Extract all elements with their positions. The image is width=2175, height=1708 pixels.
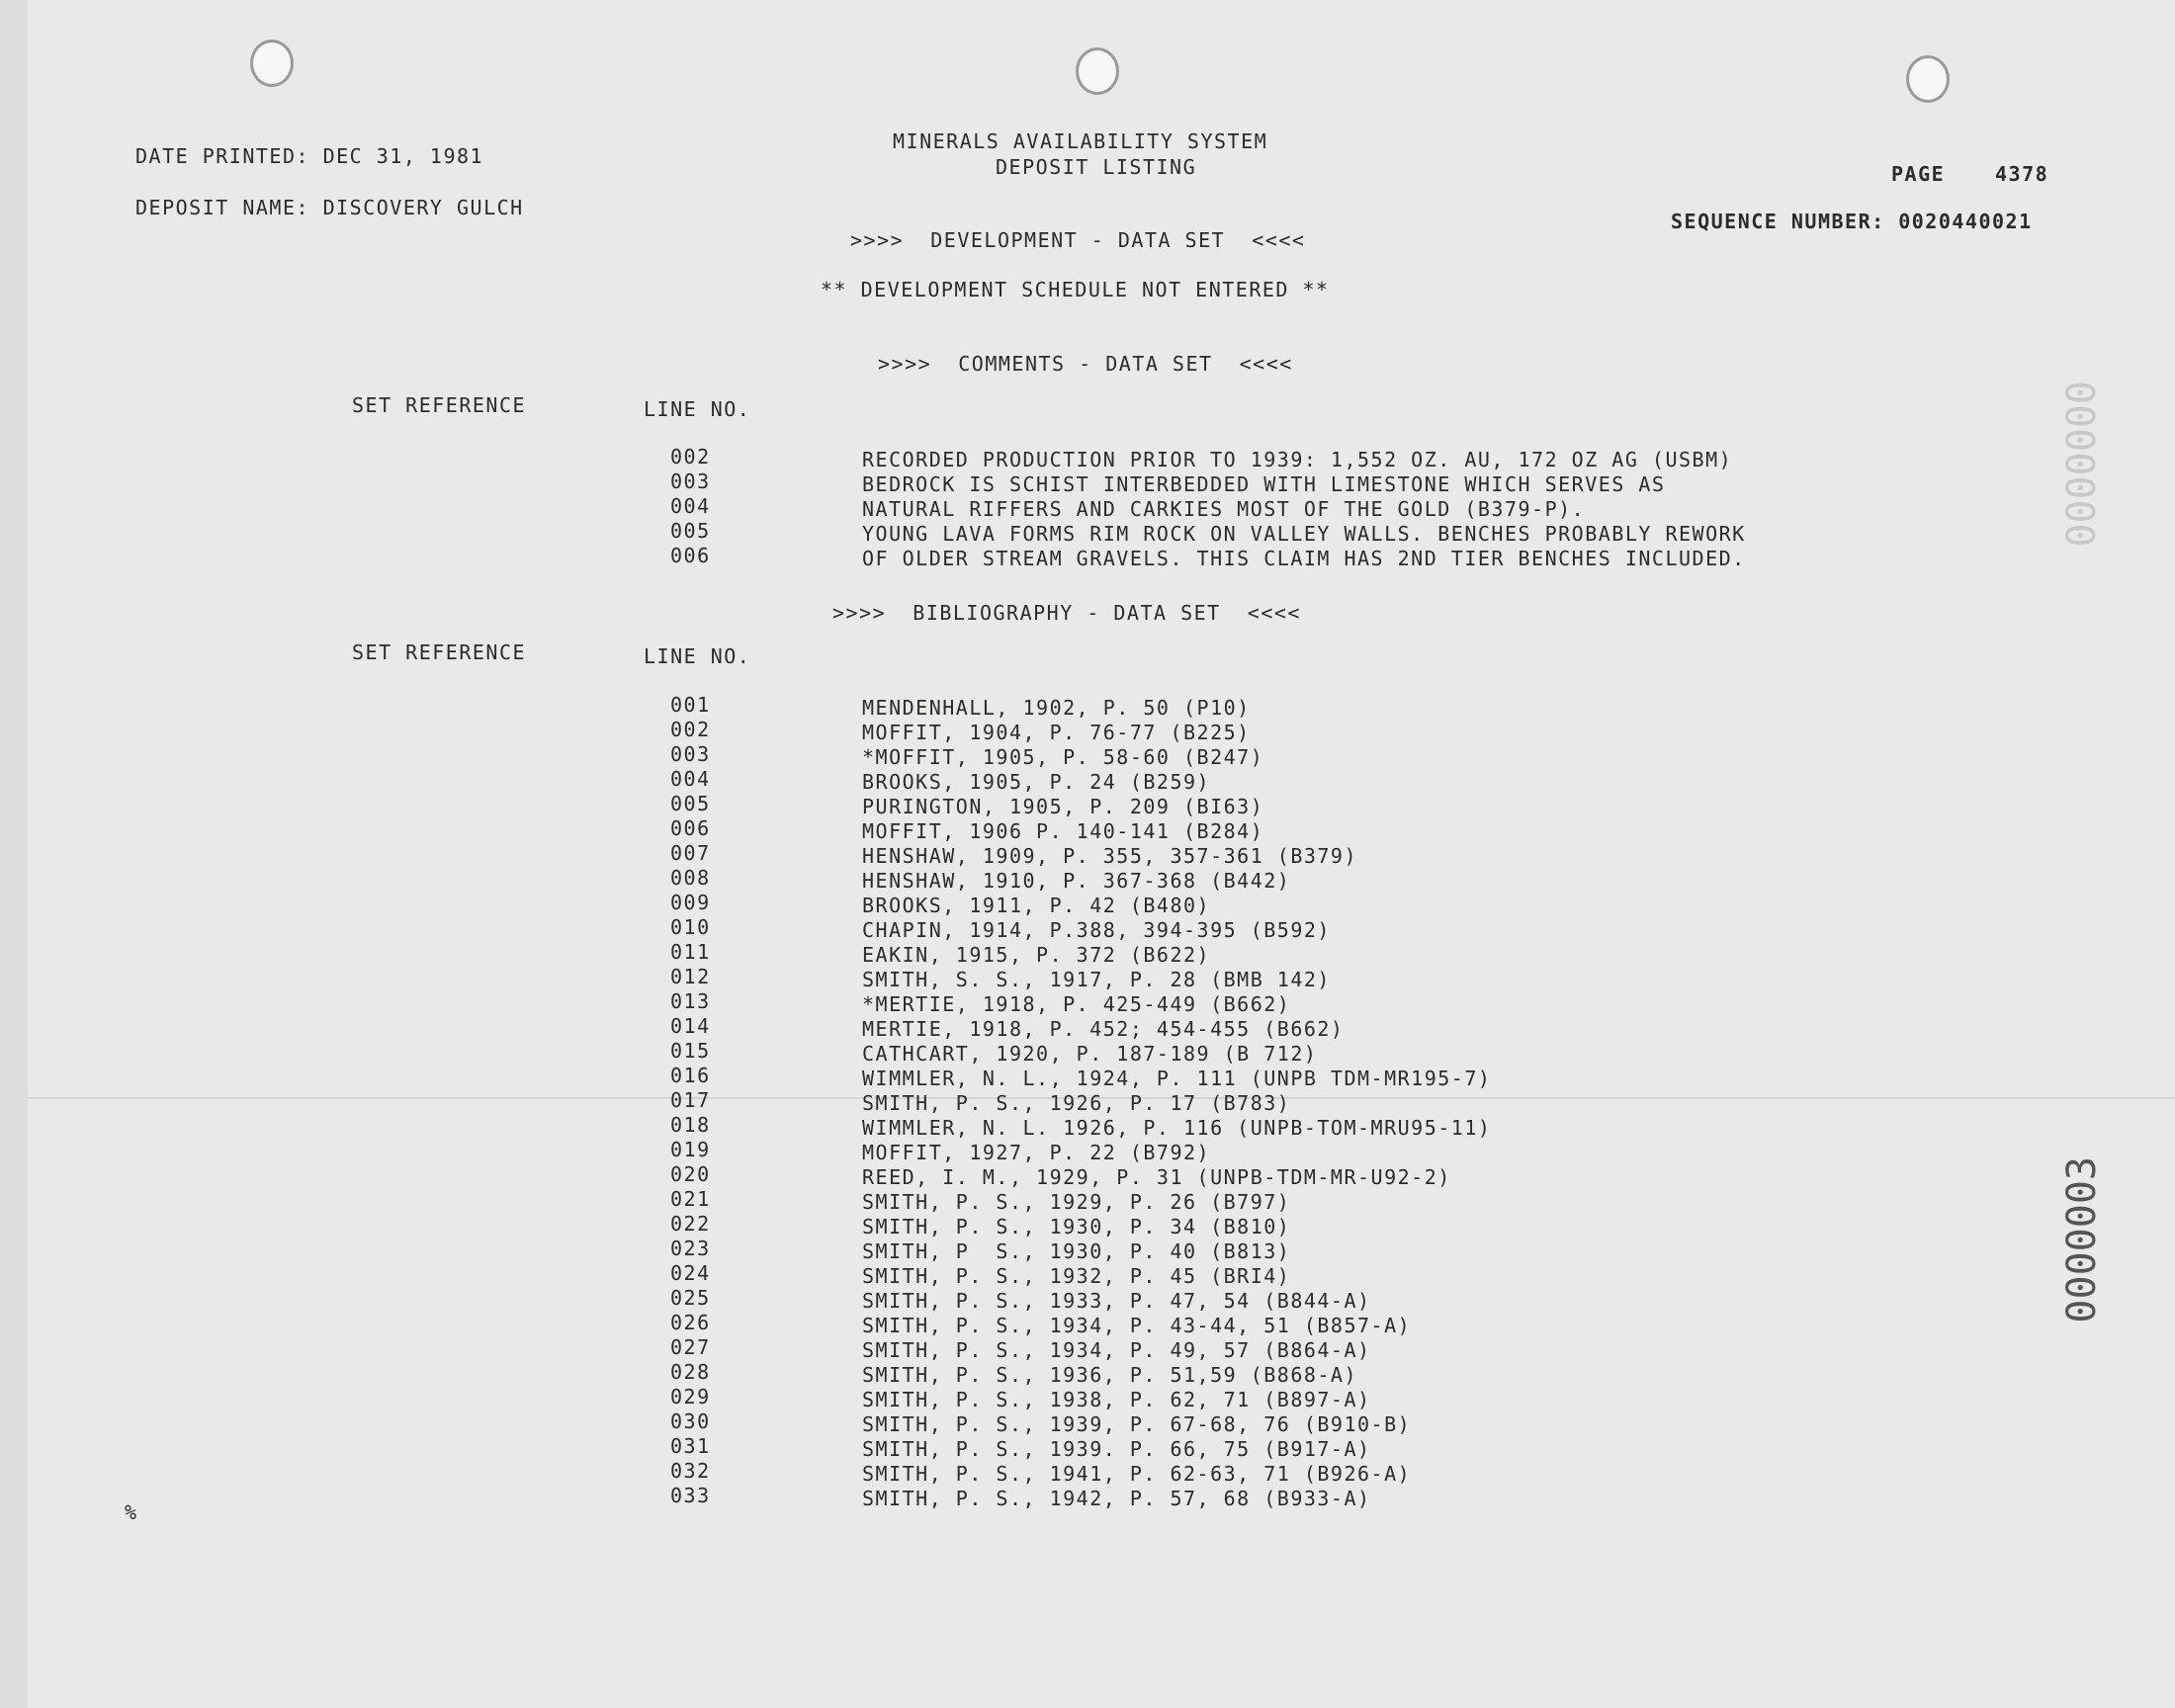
line-text: SMITH, P. S., 1938, P. 62, 71 (B897-A) bbox=[862, 1388, 1371, 1411]
line-text: BROOKS, 1911, P. 42 (B480) bbox=[862, 894, 1211, 917]
page-label: PAGE bbox=[1891, 162, 1946, 186]
line-text: YOUNG LAVA FORMS RIM ROCK ON VALLEY WALLS. BENCHES PROBABLY REWORK bbox=[862, 522, 1746, 546]
punch-hole-left bbox=[250, 40, 294, 87]
line-text: CATHCART, 1920, P. 187-189 (B 712) bbox=[862, 1042, 1318, 1066]
listing-title: DEPOSIT LISTING bbox=[996, 155, 1197, 179]
comments-col-set-reference: SET REFERENCE bbox=[352, 393, 527, 417]
percent-mark: % bbox=[125, 1500, 138, 1524]
line-text: SMITH, P. S., 1934, P. 43-44, 51 (B857-A) bbox=[862, 1314, 1412, 1337]
line-text: MOFFIT, 1927, P. 22 (B792) bbox=[862, 1141, 1211, 1164]
line-number: 028 bbox=[670, 1360, 711, 1384]
line-text: SMITH, P. S., 1942, P. 57, 68 (B933-A) bbox=[862, 1487, 1371, 1510]
line-number: 022 bbox=[670, 1212, 711, 1236]
line-text: HENSHAW, 1910, P. 367-368 (B442) bbox=[862, 869, 1291, 893]
line-number: 006 bbox=[670, 544, 711, 567]
line-number: 023 bbox=[670, 1237, 711, 1260]
comments-col-line-no: LINE NO. bbox=[644, 397, 751, 421]
line-text: SMITH, P. S., 1930, P. 34 (B810) bbox=[862, 1215, 1291, 1238]
line-number: 014 bbox=[670, 1014, 711, 1038]
line-text: SMITH, P. S., 1932, P. 45 (BRI4) bbox=[862, 1264, 1291, 1288]
line-text: SMITH, S. S., 1917, P. 28 (BMB 142) bbox=[862, 968, 1331, 991]
line-number: 013 bbox=[670, 989, 711, 1013]
line-number: 010 bbox=[670, 915, 711, 939]
line-number: 003 bbox=[670, 470, 711, 493]
line-text: *MOFFIT, 1905, P. 58-60 (B247) bbox=[862, 745, 1264, 769]
development-section-title: >>>> DEVELOPMENT - DATA SET <<<< bbox=[850, 228, 1306, 252]
line-number: 021 bbox=[670, 1187, 711, 1211]
line-number: 019 bbox=[670, 1138, 711, 1161]
margin-stamp-faint: 0000000 bbox=[2059, 381, 2105, 548]
line-number: 016 bbox=[670, 1064, 711, 1087]
line-text: MERTIE, 1918, P. 452; 454-455 (B662) bbox=[862, 1017, 1345, 1041]
line-text: MENDENHALL, 1902, P. 50 (P10) bbox=[862, 696, 1251, 720]
comments-section-title: >>>> COMMENTS - DATA SET <<<< bbox=[878, 352, 1293, 376]
line-number: 015 bbox=[670, 1039, 711, 1063]
line-number: 026 bbox=[670, 1311, 711, 1334]
line-text: REED, I. M., 1929, P. 31 (UNPB-TDM-MR-U92-2) bbox=[862, 1165, 1451, 1189]
line-number: 031 bbox=[670, 1434, 711, 1458]
line-number: 002 bbox=[670, 445, 711, 469]
line-text: SMITH, P S., 1930, P. 40 (B813) bbox=[862, 1239, 1291, 1263]
line-number: 005 bbox=[670, 792, 711, 815]
bibliography-col-line-no: LINE NO. bbox=[644, 644, 751, 668]
development-note: ** DEVELOPMENT SCHEDULE NOT ENTERED ** bbox=[821, 278, 1330, 301]
line-text: OF OLDER STREAM GRAVELS. THIS CLAIM HAS 2ND TIER BENCHES INCLUDED. bbox=[862, 547, 1746, 570]
line-text: SMITH, P. S., 1941, P. 62-63, 71 (B926-A) bbox=[862, 1462, 1412, 1486]
line-number: 025 bbox=[670, 1286, 711, 1310]
system-title: MINERALS AVAILABILITY SYSTEM bbox=[893, 129, 1268, 153]
line-text: SMITH, P. S., 1933, P. 47, 54 (B844-A) bbox=[862, 1289, 1371, 1313]
punch-hole-right bbox=[1906, 55, 1950, 103]
line-number: 011 bbox=[670, 940, 711, 964]
line-number: 024 bbox=[670, 1261, 711, 1285]
line-number: 018 bbox=[670, 1113, 711, 1137]
line-number: 020 bbox=[670, 1162, 711, 1186]
line-text: WIMMLER, N. L. 1926, P. 116 (UNPB-TOM-MRU95-11) bbox=[862, 1116, 1492, 1140]
line-text: MOFFIT, 1904, P. 76-77 (B225) bbox=[862, 721, 1251, 744]
punch-hole-center bbox=[1076, 47, 1119, 95]
page-number: 4378 bbox=[1995, 162, 2049, 186]
deposit-name: DEPOSIT NAME: DISCOVERY GULCH bbox=[135, 196, 524, 219]
line-number: 002 bbox=[670, 718, 711, 741]
date-printed: DATE PRINTED: DEC 31, 1981 bbox=[135, 144, 484, 168]
line-text: HENSHAW, 1909, P. 355, 357-361 (B379) bbox=[862, 844, 1358, 868]
line-text: SMITH, P. S., 1939, P. 67-68, 76 (B910-B) bbox=[862, 1412, 1412, 1436]
sequence-number: SEQUENCE NUMBER: 0020440021 bbox=[1671, 210, 2033, 233]
line-text: SMITH, P. S., 1934, P. 49, 57 (B864-A) bbox=[862, 1338, 1371, 1362]
line-text: *MERTIE, 1918, P. 425-449 (B662) bbox=[862, 992, 1291, 1016]
line-text: SMITH, P. S., 1936, P. 51,59 (B868-A) bbox=[862, 1363, 1358, 1387]
line-text: RECORDED PRODUCTION PRIOR TO 1939: 1,552 OZ. AU, 172 OZ AG (USBM) bbox=[862, 448, 1733, 471]
line-number: 003 bbox=[670, 742, 711, 766]
line-text: SMITH, P. S., 1939. P. 66, 75 (B917-A) bbox=[862, 1437, 1371, 1461]
line-number: 004 bbox=[670, 494, 711, 518]
line-number: 006 bbox=[670, 816, 711, 840]
line-number: 007 bbox=[670, 841, 711, 865]
line-text: BEDROCK IS SCHIST INTERBEDDED WITH LIMESTONE WHICH SERVES AS bbox=[862, 472, 1666, 496]
margin-stamp-dark: 0000003 bbox=[2059, 1156, 2105, 1324]
bibliography-section-title: >>>> BIBLIOGRAPHY - DATA SET <<<< bbox=[832, 601, 1301, 625]
page-edge-shadow bbox=[0, 0, 28, 1708]
line-number: 017 bbox=[670, 1088, 711, 1112]
line-number: 008 bbox=[670, 866, 711, 890]
line-number: 004 bbox=[670, 767, 711, 791]
bibliography-col-set-reference: SET REFERENCE bbox=[352, 640, 527, 664]
line-text: CHAPIN, 1914, P.388, 394-395 (B592) bbox=[862, 918, 1331, 942]
line-number: 009 bbox=[670, 891, 711, 914]
line-number: 032 bbox=[670, 1459, 711, 1483]
line-text: SMITH, P. S., 1926, P. 17 (B783) bbox=[862, 1091, 1291, 1115]
line-number: 033 bbox=[670, 1484, 711, 1507]
line-text: SMITH, P. S., 1929, P. 26 (B797) bbox=[862, 1190, 1291, 1214]
line-text: NATURAL RIFFERS AND CARKIES MOST OF THE GOLD (B379-P). bbox=[862, 497, 1586, 521]
line-text: WIMMLER, N. L., 1924, P. 111 (UNPB TDM-MR195-7) bbox=[862, 1067, 1492, 1090]
line-text: EAKIN, 1915, P. 372 (B622) bbox=[862, 943, 1211, 967]
line-number: 030 bbox=[670, 1409, 711, 1433]
line-number: 012 bbox=[670, 965, 711, 988]
line-number: 001 bbox=[670, 693, 711, 717]
line-text: MOFFIT, 1906 P. 140-141 (B284) bbox=[862, 819, 1264, 843]
line-number: 027 bbox=[670, 1335, 711, 1359]
line-text: PURINGTON, 1905, P. 209 (BI63) bbox=[862, 795, 1264, 818]
line-number: 029 bbox=[670, 1385, 711, 1409]
line-text: BROOKS, 1905, P. 24 (B259) bbox=[862, 770, 1211, 794]
line-number: 005 bbox=[670, 519, 711, 543]
